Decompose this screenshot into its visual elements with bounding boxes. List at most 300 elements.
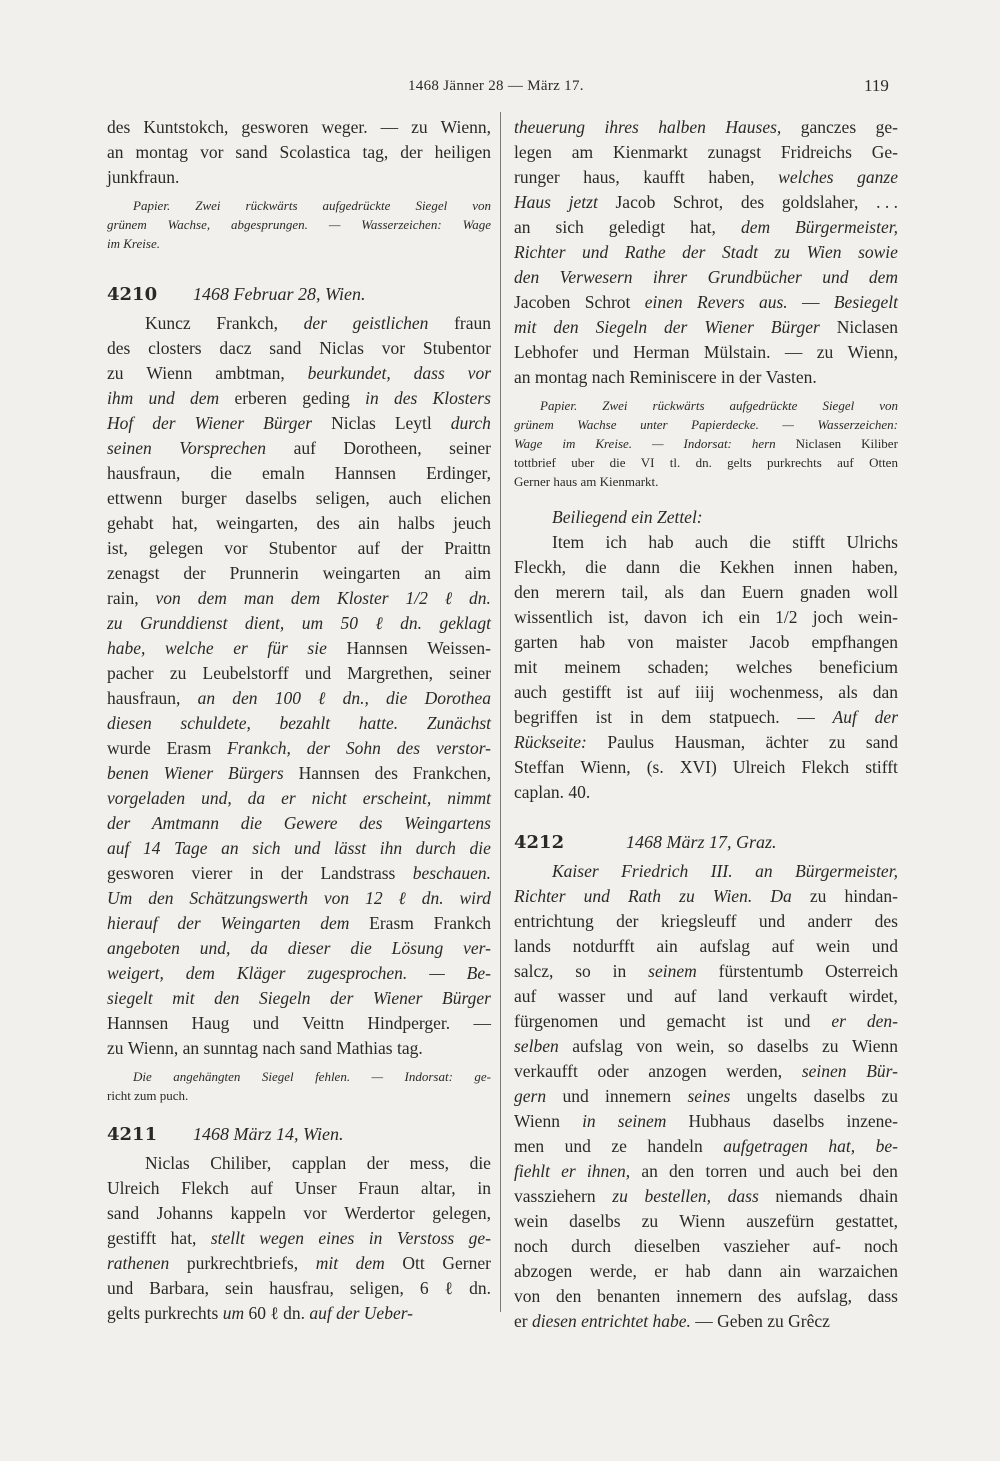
word: Hannsen	[334, 463, 397, 483]
text-line	[107, 586, 491, 611]
word: gern	[514, 1086, 547, 1106]
word: Wage	[514, 436, 543, 451]
word: 100	[274, 688, 301, 708]
word: zum	[134, 1088, 157, 1103]
entry-note-4210	[107, 1067, 491, 1105]
running-head-title: 1468 Jänner 28 — März 17.	[408, 78, 584, 94]
word: seinen	[107, 438, 152, 458]
running-head	[0, 78, 1000, 100]
word: und	[592, 342, 619, 362]
word: kappeln	[230, 1203, 286, 1223]
word: meinem	[564, 657, 621, 677]
word: pacher	[107, 663, 154, 683]
word: er	[561, 1161, 576, 1181]
word: goldslaher,	[781, 192, 859, 212]
word: Leubelstorff	[202, 663, 289, 683]
word: Hof	[107, 413, 134, 433]
word: Unser	[294, 1178, 337, 1198]
word: hab	[579, 632, 606, 652]
word: fürstentumb	[718, 961, 804, 981]
word: sein	[225, 1278, 254, 1298]
word: beschauen.	[412, 863, 491, 883]
word: zu	[822, 1036, 839, 1056]
text-line	[514, 190, 898, 215]
word: seinen	[801, 1061, 847, 1081]
word: garten	[514, 632, 558, 652]
word: Verwesern	[559, 267, 633, 287]
word: den	[556, 1286, 582, 1306]
word: Leytl	[394, 413, 432, 433]
word: des	[757, 1286, 782, 1306]
word: Zunächst	[426, 713, 491, 733]
word: daselbs	[813, 1086, 866, 1106]
word: Wasserzeichen:	[361, 217, 442, 232]
word: Tage	[174, 838, 208, 858]
word: die	[350, 938, 372, 958]
text-line	[107, 1301, 491, 1326]
text-line	[514, 472, 898, 491]
word: Sohn	[345, 738, 381, 758]
text-line	[107, 1086, 491, 1105]
word: der	[152, 413, 176, 433]
word: gehabt	[107, 513, 154, 533]
word: habe,	[107, 638, 146, 658]
word: der	[306, 738, 331, 758]
word: zu	[809, 886, 827, 906]
intro-continuation	[107, 115, 491, 190]
word: sowie	[858, 242, 898, 262]
word: Kekhen	[719, 557, 775, 577]
word: Item	[552, 532, 585, 552]
word: aufgedrückte	[729, 398, 798, 413]
word: dem	[290, 588, 321, 608]
text-line	[107, 1176, 491, 1201]
word: Wage	[462, 217, 491, 232]
word: Barbara,	[149, 1278, 210, 1298]
word: Da	[770, 886, 792, 906]
word: auf	[514, 986, 537, 1006]
word: zu	[169, 663, 187, 683]
word: —	[473, 1013, 491, 1033]
word: stifft	[865, 757, 898, 777]
word: Haus	[514, 192, 551, 212]
word: wein,	[676, 1036, 715, 1056]
word: Frankchen,	[412, 763, 491, 783]
word: ge-	[474, 1069, 491, 1084]
text-line	[107, 1011, 491, 1036]
word: seligen,	[315, 488, 370, 508]
word: Osterreich	[825, 961, 898, 981]
word: so	[727, 1036, 744, 1056]
word: tail,	[621, 582, 649, 602]
word: Stubentor	[422, 338, 491, 358]
word: da	[247, 788, 266, 808]
entry-heading-4212	[514, 827, 898, 857]
word: und	[822, 267, 849, 287]
word: Hauses,	[725, 117, 782, 137]
text-line	[107, 786, 491, 811]
word: legen	[514, 142, 552, 162]
word: davon	[644, 607, 687, 627]
word: die	[679, 557, 701, 577]
text-line	[107, 861, 491, 886]
word: Papier.	[540, 398, 578, 413]
text-line	[107, 1151, 491, 1176]
text-line	[107, 1251, 491, 1276]
word: caplan.	[514, 782, 565, 802]
word: man	[243, 588, 274, 608]
text-line	[514, 555, 898, 580]
word: lässt	[333, 838, 367, 858]
text-line	[514, 680, 898, 705]
word: Euern	[741, 582, 784, 602]
word: begriffen	[514, 707, 578, 727]
word: in	[365, 388, 379, 408]
word: des	[316, 513, 340, 533]
word: gnaden	[799, 582, 851, 602]
word: an	[424, 563, 441, 583]
right-column	[514, 115, 898, 1334]
word: so	[575, 961, 591, 981]
word: dn.,	[342, 688, 369, 708]
word: montag	[534, 367, 588, 387]
word: sunntag	[203, 1038, 258, 1058]
word: seines	[687, 1086, 731, 1106]
text-line	[514, 984, 898, 1009]
word: rückwärts	[245, 198, 298, 213]
word: Wasserzeichen:	[817, 417, 898, 432]
word: Wienn	[679, 1211, 726, 1231]
word: Weingarten	[220, 913, 301, 933]
text-line	[514, 365, 898, 390]
word: Siegel	[261, 1069, 294, 1084]
word: 60	[248, 1303, 266, 1323]
word: weingarten,	[216, 513, 299, 533]
word: gestattet,	[835, 1211, 898, 1231]
word: Bürgermeister,	[795, 217, 898, 237]
word: der	[400, 142, 423, 162]
word: und	[583, 886, 610, 906]
word: Gewere	[283, 813, 338, 833]
word: hat,	[170, 1228, 197, 1248]
word: Wiener	[194, 413, 245, 433]
word: dacz	[219, 338, 252, 358]
word: benanten	[597, 1286, 661, 1306]
word: durch	[571, 1236, 612, 1256]
word: am	[571, 142, 594, 162]
word: Ott	[402, 1253, 425, 1273]
word: der	[336, 1303, 360, 1323]
word: Stadt	[721, 242, 758, 262]
word: warzaichen	[818, 1261, 898, 1281]
word: tl.	[669, 455, 681, 470]
text-line	[107, 736, 491, 761]
word: hab	[648, 532, 674, 552]
word: der	[739, 367, 762, 387]
word: haben,	[851, 557, 898, 577]
word: Zwei	[602, 398, 628, 413]
word: da	[250, 938, 268, 958]
word: Friedrich	[621, 861, 689, 881]
word: Margrethen,	[347, 663, 433, 683]
word: Veittn	[302, 1013, 345, 1033]
word: Klosters	[432, 388, 491, 408]
text-line	[107, 811, 491, 836]
word: sie	[307, 638, 327, 658]
word: auf	[674, 986, 697, 1006]
word: jetzt	[568, 192, 598, 212]
word: Zwei	[195, 198, 221, 213]
word: dieser	[287, 938, 331, 958]
word: emaln	[261, 463, 305, 483]
word: jeuch	[453, 513, 491, 533]
word: in	[249, 863, 264, 883]
word: Kloster	[337, 588, 389, 608]
word: und	[148, 388, 175, 408]
word: verkaufft	[514, 1061, 578, 1081]
entry-heading-4210	[107, 279, 491, 309]
word: Jacoben	[514, 292, 571, 312]
word: den	[669, 1161, 695, 1181]
word: Prunnerin	[229, 563, 299, 583]
word: vor	[303, 1203, 327, 1223]
text-line	[107, 536, 491, 561]
word: ist	[626, 682, 643, 702]
word: in	[629, 707, 644, 727]
word: Wachse,	[167, 217, 211, 232]
word: Bürgers	[228, 763, 284, 783]
word: empfhangen	[811, 632, 898, 652]
word: 12	[365, 888, 383, 908]
word: niemands	[775, 1186, 843, 1206]
word: zu	[828, 732, 846, 752]
word: 1/2	[405, 588, 428, 608]
word: auf	[309, 1303, 332, 1323]
word: 6	[419, 1278, 429, 1298]
word: der	[366, 1153, 390, 1173]
word: von	[514, 1286, 541, 1306]
word: ganczes	[800, 117, 857, 137]
word: nimmt	[447, 788, 491, 808]
word: den	[514, 267, 540, 287]
word: ain	[656, 936, 678, 956]
word: geklagt	[439, 613, 491, 633]
word: ge-	[468, 1228, 491, 1248]
word: Indorsat:	[683, 436, 732, 451]
word: ℓ	[444, 588, 453, 608]
word: Lösung	[391, 938, 444, 958]
word: ist,	[607, 607, 629, 627]
word: der	[400, 538, 424, 558]
word: . . .	[876, 192, 898, 212]
word: Kiliber	[861, 436, 898, 451]
word: geledigt	[608, 217, 666, 237]
word: zu	[679, 886, 695, 906]
word: von	[155, 588, 181, 608]
word: Stubentor	[268, 538, 337, 558]
word: ächter	[765, 732, 809, 752]
word: haus	[553, 474, 578, 489]
word: gelts	[727, 455, 752, 470]
word: um	[222, 1303, 245, 1323]
word: gestifft	[107, 1228, 157, 1248]
word: ist	[595, 707, 613, 727]
word: tottbrief	[514, 455, 556, 470]
word: von	[323, 888, 350, 908]
word: ich	[702, 607, 724, 627]
word: Auf	[832, 707, 857, 727]
word: burger	[181, 488, 227, 508]
text-line	[514, 396, 898, 415]
word: aim	[464, 563, 491, 583]
word: angehängten	[173, 1069, 241, 1084]
word: Landstrass	[320, 863, 396, 883]
word: Hausman,	[674, 732, 746, 752]
word: des	[374, 763, 398, 783]
word: notdurfft	[572, 936, 635, 956]
word: wurde	[107, 738, 151, 758]
word: Besiegelt	[833, 292, 898, 312]
word: ihres	[604, 117, 639, 137]
word: Papier.	[133, 198, 171, 213]
text-line	[514, 1309, 898, 1334]
word: capplan	[291, 1153, 347, 1173]
word: altar,	[420, 1178, 456, 1198]
word: und	[784, 1011, 811, 1031]
word: daselbs	[245, 488, 297, 508]
word: am	[580, 474, 597, 489]
word: an	[514, 217, 531, 237]
word: seinem	[617, 1111, 667, 1131]
word: dn.	[400, 613, 423, 633]
text-line	[107, 234, 491, 253]
word: in	[368, 1228, 383, 1248]
word: zu	[107, 613, 123, 633]
word: dieselben	[634, 1236, 701, 1256]
word: kaufft	[643, 167, 685, 187]
word: er	[831, 1011, 846, 1031]
word: zu	[816, 342, 834, 362]
word: Wien.	[712, 886, 753, 906]
word: Ulreich	[107, 1178, 160, 1198]
word: Siegel	[415, 198, 448, 213]
text-line	[514, 780, 898, 805]
word: mit	[315, 1253, 339, 1273]
word: fiehlt	[514, 1161, 550, 1181]
word: ist	[746, 1011, 764, 1031]
word: aufslag,	[797, 1286, 853, 1306]
word: dass	[413, 363, 445, 383]
word: sand	[235, 142, 268, 162]
word: und	[304, 663, 332, 683]
word: dan	[872, 682, 898, 702]
word: verstor-	[435, 738, 491, 758]
word: —	[651, 436, 664, 451]
word: habe.	[652, 1311, 691, 1331]
entry-body-4210	[107, 311, 491, 1061]
word: dass	[867, 1286, 898, 1306]
word: dem	[197, 588, 227, 608]
word: III.	[710, 861, 733, 881]
word: zu	[107, 363, 124, 383]
text-line	[107, 711, 491, 736]
word: wein-	[858, 607, 898, 627]
word: dann	[625, 557, 660, 577]
text-line	[514, 115, 898, 140]
word: schaden;	[647, 657, 709, 677]
word: 14	[143, 838, 161, 858]
word: ihm	[107, 388, 134, 408]
entry-4211-continuation	[514, 115, 898, 390]
word: und	[564, 1136, 591, 1156]
word: Dorothea	[424, 688, 491, 708]
text-line	[107, 636, 491, 661]
word: land	[717, 986, 748, 1006]
word: auch	[795, 1161, 829, 1181]
word: hat,	[171, 513, 198, 533]
text-line	[107, 165, 491, 190]
word: Revers	[697, 292, 745, 312]
word: elichen	[440, 488, 491, 508]
word: wird	[459, 888, 491, 908]
word: die	[585, 557, 607, 577]
word: gestifft	[562, 682, 612, 702]
word: purkrechts	[144, 1303, 219, 1323]
entry-number: 4212	[514, 832, 565, 853]
word: abgesprungen.	[231, 217, 308, 232]
word: ist,	[107, 538, 128, 558]
word: sand	[269, 338, 302, 358]
word: in	[582, 1111, 596, 1131]
word: Wienn	[514, 1111, 560, 1131]
word: in	[721, 367, 735, 387]
word: einen	[644, 292, 683, 312]
word: und	[758, 911, 786, 931]
word: dann	[728, 1261, 763, 1281]
word: Frankch,	[216, 313, 279, 333]
word: an	[197, 688, 216, 708]
text-line	[107, 961, 491, 986]
text-line	[514, 934, 898, 959]
word: dn.	[695, 455, 712, 470]
text-line	[514, 434, 898, 453]
word: Weingartens	[404, 813, 491, 833]
word: entrichtet	[581, 1311, 649, 1331]
word: dem	[661, 707, 692, 727]
word: abzogen	[514, 1261, 573, 1281]
word: der	[177, 913, 201, 933]
text-line	[107, 386, 491, 411]
text-line	[107, 686, 491, 711]
word: lands	[514, 936, 551, 956]
word: ganze	[857, 167, 898, 187]
word: fürgenomen	[514, 1011, 599, 1031]
word: joch	[812, 607, 843, 627]
word: ein	[738, 607, 760, 627]
word: von	[636, 1036, 663, 1056]
text-line	[514, 1109, 898, 1134]
word: seiner	[449, 438, 491, 458]
word: auf	[657, 682, 681, 702]
word: er	[281, 788, 296, 808]
text-line	[514, 165, 898, 190]
text-line	[514, 1084, 898, 1109]
text-line	[514, 580, 898, 605]
word: vierer	[191, 863, 233, 883]
word: fehlen.	[315, 1069, 351, 1084]
word: verkauft	[769, 986, 828, 1006]
word: hausfrau,	[269, 1278, 334, 1298]
